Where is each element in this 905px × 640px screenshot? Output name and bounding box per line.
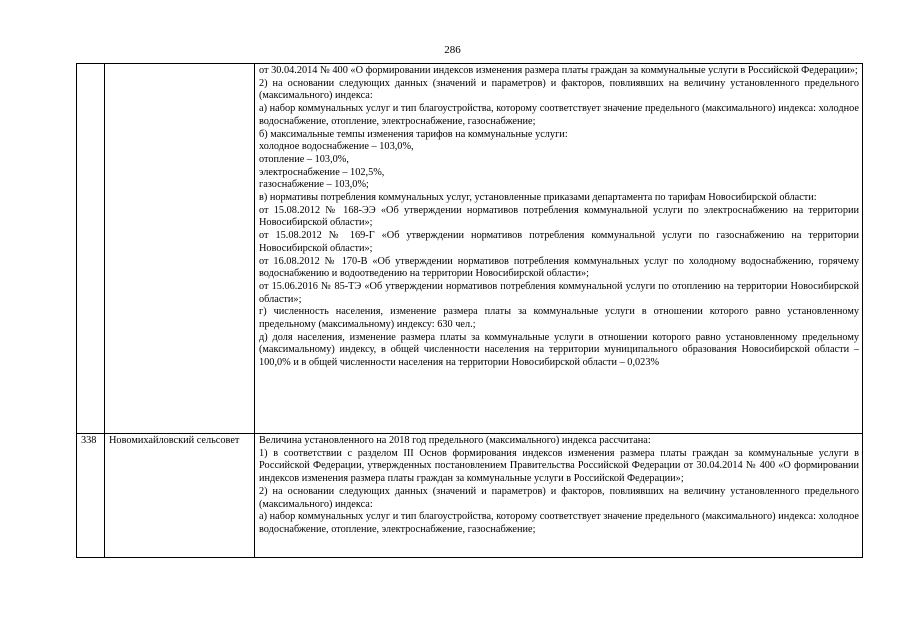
paragraph: в) нормативы потребления коммунальных услуг, установленные приказами департамента по тарифам Новосибирской области:	[259, 192, 817, 204]
paragraph: Величина установленного на 2018 год предельного (максимального) индекса рассчитана:	[259, 435, 651, 446]
paragraph: отопление – 103,0%,	[259, 153, 349, 165]
municipality-name-cell: Новомихайловский сельсовет	[105, 434, 255, 558]
row-number-cell	[77, 64, 105, 434]
paragraph: а) набор коммунальных услуг и тип благоустройства, которому соответствует значение предельного (максимального) индекса: холодное водоснабжение, отопление, электроснабжение, газоснабжение;	[259, 103, 859, 127]
description-cell	[255, 64, 863, 434]
municipality-name-cell	[105, 64, 255, 434]
paragraph: 1) в соответствии с разделом III Основ формирования индексов изменения размера платы граждан за коммунальные услуги в Российской Федерации, утвержденных постановлением Правительства Российской Федерации от 30.04.2014 № 400 «О формировании индексов изменения размера платы граждан за коммунальные услуги в Российской Федерации»;	[259, 447, 859, 485]
paragraph: 2) на основании следующих данных (значений и параметров) и факторов, повлиявших на величину установленного предельного (максимального) индекса:	[259, 77, 859, 102]
paragraph: от 15.06.2016 № 85-ТЭ «Об утверждении нормативов потребления коммунальной услуги по отоплению на территории Новосибирской области»;	[259, 280, 859, 305]
paragraph: от 15.08.2012 № 168-ЭЭ «Об утверждении нормативов потребления коммунальной услуги по электроснабжению на территории Новосибирской области»;	[259, 204, 859, 229]
paragraph: д) доля населения, изменение размера платы за коммунальные услуги в отношении которого равно установленному предельному (максимальному) индексу, в общей численности населения на территории муниципального образования Новосибирской области – 100,0% и в общей численности населения на территории Новосибирской области – 0,023%	[259, 331, 859, 369]
paragraph: газоснабжение – 103,0%;	[259, 179, 369, 191]
paragraph: б) максимальные темпы изменения тарифов на коммунальные услуги:	[259, 128, 568, 140]
page-number: 286	[444, 44, 461, 56]
paragraph: 2) на основании следующих данных (значений и параметров) и факторов, повлиявших на величину установленного предельного (максимального) индекса:	[259, 485, 859, 510]
paragraph: от 30.04.2014 № 400 «О формировании индексов изменения размера платы граждан за коммунальные услуги в Российской Федерации»;	[259, 65, 858, 76]
document-table	[76, 63, 863, 558]
table-row	[77, 434, 863, 558]
paragraph: а) набор коммунальных услуг и тип благоустройства, которому соответствует значение предельного (максимального) индекса: холодное водоснабжение, отопление, электроснабжение, газоснабжение;	[259, 511, 859, 535]
paragraph: от 15.08.2012 № 169-Г «Об утверждении нормативов потребления коммунальной услуги по газоснабжению на территории Новосибирской области»;	[259, 230, 859, 254]
paragraph: холодное водоснабжение – 103,0%,	[259, 141, 414, 153]
paragraph: г) численность населения, изменение размера платы за коммунальные услуги в отношении которого равно установленному предельному (максимальному) индексу: 630 чел.;	[259, 306, 859, 331]
table-row	[77, 64, 863, 434]
paragraph: электроснабжение – 102,5%,	[259, 166, 385, 178]
paragraph: от 16.08.2012 № 170-В «Об утверждении нормативов потребления коммунальных услуг по холодному водоснабжению, горячему водоснабжению и водоотведению на территории Новосибирской области»;	[259, 255, 859, 280]
row-number-cell: 338	[77, 434, 105, 558]
description-cell	[255, 434, 863, 558]
